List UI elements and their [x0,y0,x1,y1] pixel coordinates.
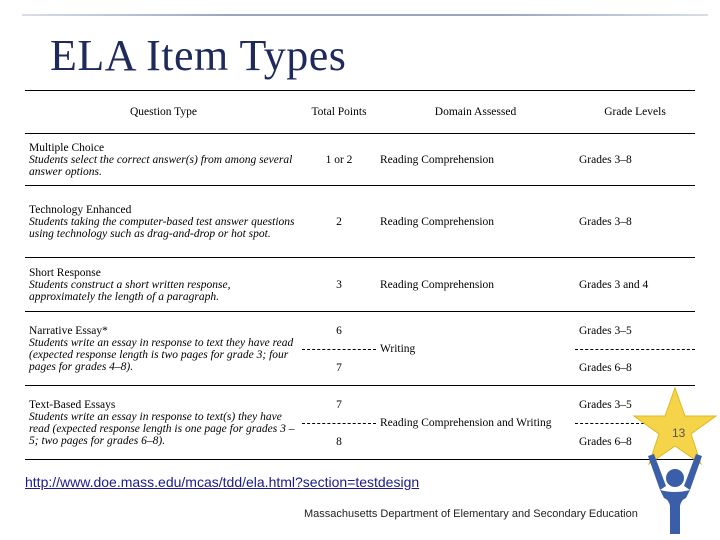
table-row [25,186,695,258]
footer-text: Massachusetts Department of Elementary and Secondary Education [304,508,638,520]
page-number: 13 [672,426,686,440]
domain-cell: Reading Comprehension [376,258,575,312]
points-cell: 8 [302,424,376,460]
grades-cell: Grades 6–8 [575,424,695,460]
domain-cell: Reading Comprehension and Writing [376,386,575,460]
grades-cell: Grades 3–8 [575,186,695,258]
question-type-desc: Students construct a short written response, approximately the length of a paragraph. [29,278,231,303]
question-type-title: Text-Based Essays [29,398,116,411]
item-types-table [25,90,695,460]
grades-cell: Grades 6–8 [575,350,695,386]
question-type-cell [25,386,302,460]
grades-cell: Grades 3 and 4 [575,258,695,312]
domain-cell: Writing [376,312,575,386]
grades-cell: Grades 3–8 [575,134,695,186]
grades-cell: Grades 3–5 [579,398,632,411]
question-type-desc: Students write an essay in response to text(s) they have read (expected response length is one page for grades 3 –5; two pages for grades 6–8). [29,410,295,447]
question-type-title: Multiple Choice [29,141,105,154]
question-type-cell [25,312,302,386]
grades-cell: Grades 3–5 [579,324,632,337]
points-cell: 2 [302,186,376,258]
table-row [25,134,695,186]
question-type-desc: Students taking the computer-based test answer questions using technology such as drag-and-drop or hot spot. [29,215,295,240]
points-cell: 3 [302,258,376,312]
question-type-desc: Students write an essay in response to text they have read (expected response length is two pages for grade 3; four pages for grades 4–8). [29,336,294,373]
points-cell: 6 [336,324,342,337]
points-cell: 7 [336,398,342,411]
question-type-title: Narrative Essay* [29,324,108,337]
question-type-cell [25,258,302,312]
table-row [25,312,695,350]
star-figure-logo-icon [632,386,718,536]
table-header-row [25,91,695,134]
page-title: ELA Item Types [50,31,347,80]
question-type-cell [25,134,302,186]
question-type-desc: Students select the correct answer(s) from among several answer options. [29,153,293,178]
question-type-title: Technology Enhanced [29,203,132,216]
points-cell: 7 [302,350,376,386]
domain-cell: Reading Comprehension [376,186,575,258]
header-total-points: Total Points [302,91,376,134]
domain-cell: Reading Comprehension [376,134,575,186]
test-design-link[interactable]: http://www.doe.mass.edu/mcas/tdd/ela.html?section=testdesign [25,474,420,490]
question-type-title: Short Response [29,266,101,279]
header-domain: Domain Assessed [376,91,575,134]
question-type-cell [25,186,302,258]
header-question-type: Question Type [25,91,302,134]
table-row [25,258,695,312]
header-grades: Grade Levels [575,91,695,134]
points-cell: 1 or 2 [302,134,376,186]
table-row [25,386,695,424]
top-rule [22,14,708,16]
